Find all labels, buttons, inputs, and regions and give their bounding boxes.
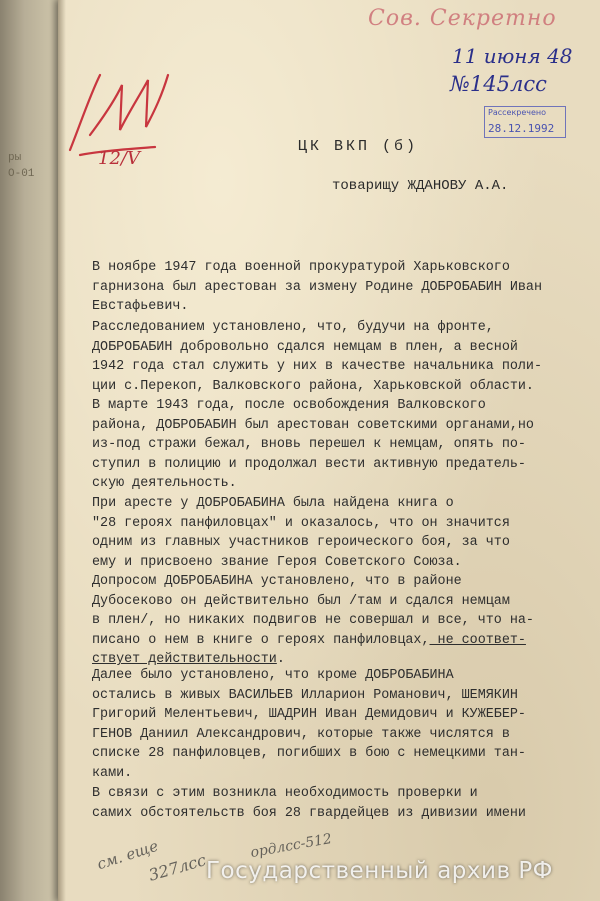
text-line: В связи с этим возникла необходимость проверки и — [92, 786, 478, 801]
handwritten-number: №145лсс — [450, 72, 547, 96]
text-line: ДОБРОБАБИН добровольно сдался немцам в плен, а весной — [92, 339, 518, 355]
red-resolution-signature — [60, 55, 175, 195]
paragraph-investigation — [92, 318, 592, 396]
text-line: гарнизона был арестован за измену Родине ДОБРОБАБИН Иван — [92, 279, 542, 295]
text-line: скую деятельность. — [92, 476, 237, 492]
text-line: ции с.Перекоп, Валковского района, Харьковской области. — [92, 378, 534, 394]
text-line: Евстафьевич. — [92, 299, 189, 315]
secret-stamp: Сов. Секретно — [368, 6, 557, 31]
text-line: самих обстоятельств боя 28 гвардейцев из дивизии имени — [92, 805, 526, 821]
text-line: района, ДОБРОБАБИН был арестован советскими органами,но — [92, 417, 534, 433]
paragraph-verification — [92, 784, 592, 823]
pencil-note-reference: ордлсс-512 — [249, 830, 334, 862]
text-line: В ноябре 1947 года военной прокуратурой Харьковского — [92, 260, 510, 275]
text-line: ГЕНОВ Даниил Александрович, которые также числятся в — [92, 726, 510, 742]
text-line: При аресте у ДОБРОБАБИНА была найдена книга о — [92, 496, 454, 511]
text-line: из-под стражи бежал, вновь перешел к немцам, опять по- — [92, 437, 526, 453]
text-line: ступил в полицию и продолжал вести активную предатель- — [92, 456, 526, 472]
paragraph-escape — [92, 396, 592, 494]
text-line: 1942 года стал служить у них в качестве начальника поли- — [92, 359, 542, 375]
paragraph-interrogation — [92, 572, 592, 670]
text-line: списке 28 панфиловцев, погибших в бою с немецкими тан- — [92, 746, 526, 762]
text-line: Дубосеково он действительно был /там и сдался немцам — [92, 593, 510, 609]
text-line: В марте 1943 года, после освобождения Валковского — [92, 398, 486, 413]
text-fragment: писано о нем в книге о героях панфиловцах, — [92, 632, 430, 648]
pencil-note-file-number: 327лсс — [146, 850, 209, 885]
text-line: в плен/, но никаких подвигов не совершал и все, что на- — [92, 613, 534, 629]
underlying-page-text — [8, 150, 63, 182]
margin-resolution-mark: 12/V — [98, 148, 140, 169]
pencil-note-see-also: см. еще — [94, 836, 161, 874]
text-line: Допросом ДОБРОБАБИНА установлено, что в районе — [92, 574, 462, 589]
underlined-fragment: не соответ- — [429, 632, 526, 648]
text-line: Расследованием установлено, что, будучи на фронте, — [92, 320, 494, 335]
text-line: ему и присвоено звание Героя Советского Союза. — [92, 554, 462, 570]
declassified-stamp-date: 28.12.1992 — [488, 122, 555, 135]
document-heading: ЦК ВКП (б) — [298, 138, 419, 155]
document-addressee: товарищу ЖДАНОВУ А.А. — [332, 178, 509, 194]
text-line: Григорий Мелентьевич, ШАДРИН Иван Демидович и КУЖЕБЕР- — [92, 707, 526, 723]
paragraph-survivors — [92, 666, 592, 784]
text-line: ками. — [92, 765, 133, 781]
underlying-text-line: О-01 — [8, 168, 35, 180]
text-line — [92, 631, 592, 651]
text-fragment: . — [276, 652, 285, 668]
declassified-stamp-label: Рассекречено — [488, 108, 547, 117]
archive-watermark: Государственный архив РФ — [206, 858, 553, 884]
paragraph-arrest — [92, 258, 592, 317]
underlined-fragment: ствует действительности — [92, 652, 277, 668]
text-line: остались в живых ВАСИЛЬЕВ Илларион Романович, ШЕМЯКИН — [92, 687, 518, 703]
handwritten-date: 11 июня 48 — [452, 44, 573, 68]
paragraph-book — [92, 494, 592, 572]
text-line: Далее было установлено, что кроме ДОБРОБАБИНА — [92, 668, 454, 683]
underlying-text-line: ры — [8, 152, 22, 164]
text-line: одним из главных участников героического боя, за что — [92, 535, 510, 551]
text-line: "28 героях панфиловцах" и оказалось, что он значится — [92, 515, 510, 531]
